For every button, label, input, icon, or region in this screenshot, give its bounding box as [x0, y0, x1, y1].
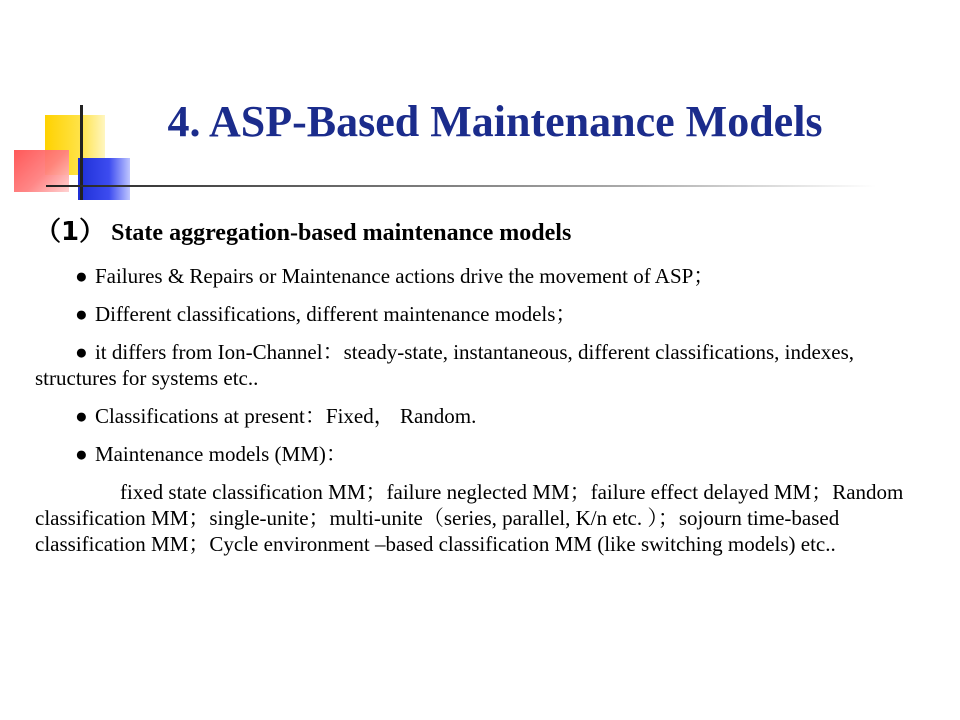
section-heading-text: State aggregation-based maintenance models: [111, 220, 572, 246]
bullet-item: [35, 301, 935, 327]
bullet-dot-icon: ●: [75, 264, 88, 288]
bullet-text: Failures & Repairs or Maintenance actions drive the movement of ASP；: [94, 264, 715, 288]
bullet-dot-icon: ●: [75, 442, 88, 466]
bullet-item: [35, 263, 935, 289]
bullet-text: Maintenance models (MM)：: [94, 442, 347, 466]
bullet-item: [35, 441, 935, 467]
slide-title: 4. ASP-Based Maintenance Models: [167, 97, 823, 146]
slide-body: [35, 210, 935, 557]
section-heading: [35, 210, 935, 255]
bullet-text: Classifications at present：Fixed， Random.: [94, 404, 477, 428]
bullet-dot-icon: ●: [75, 302, 88, 326]
bullet-item: [35, 339, 935, 391]
title-underline-rule: [46, 185, 876, 187]
bullet-text: Different classifications, different maintenance models；: [94, 302, 577, 326]
blue-square-decoration: [78, 158, 130, 200]
bullet-dot-icon: ●: [75, 404, 88, 428]
bullet-text: it differs from Ion-Channel：steady-state, instantaneous, different classifications, indexes, structures for systems etc..: [35, 340, 855, 390]
details-paragraph: fixed state classification MM；failure neglected MM；failure effect delayed MM；Random classification MM；single-unite；multi-unite（series, parallel, K/n etc. ）；sojourn time-based classification MM；Cycle environment –based classification MM (like switching models) etc..: [35, 480, 904, 556]
bullet-item: [35, 403, 935, 429]
section-number: （1）: [35, 217, 106, 247]
bullet-dot-icon: ●: [75, 340, 88, 364]
